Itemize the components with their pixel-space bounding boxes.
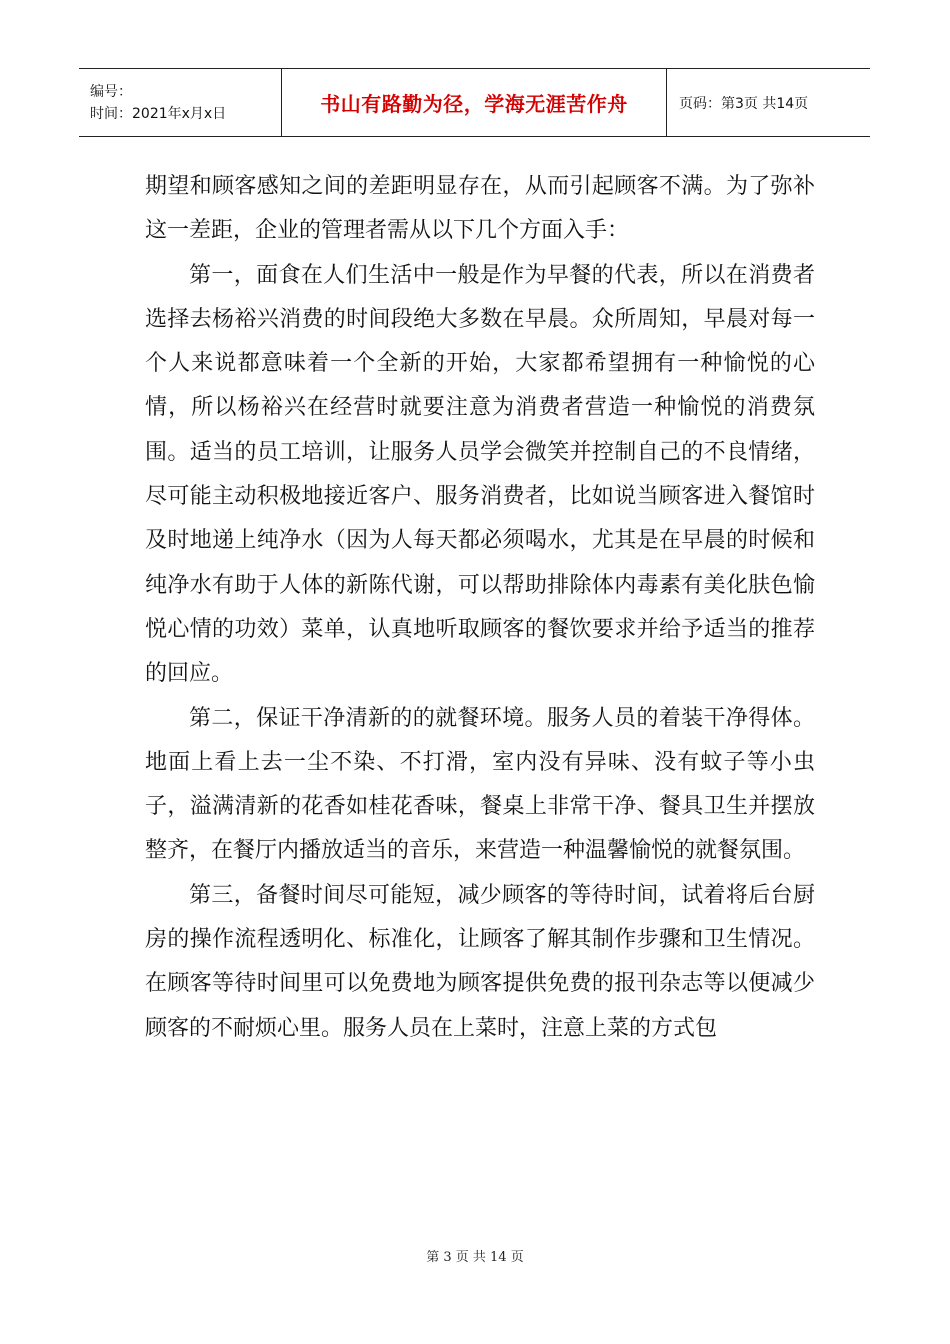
header-motto: 书山有路勤为径，学海无涯苦作舟 (282, 69, 667, 136)
page-header (79, 68, 870, 137)
page-footer: 第 3 页 共 14 页 (426, 1250, 524, 1265)
time-label: 时间：2021年x月x日 (90, 105, 227, 122)
document-body (145, 165, 815, 1051)
paragraph-continued: 期望和顾客感知之间的差距明显存在，从而引起顾客不满。为了弥补这一差距，企业的管理者需从以下几个方面入手： (145, 174, 815, 244)
paragraph-second-point: 第二，保证干净清新的的就餐环境。服务人员的着装干净得体。地面上看上去一尘不染、不打滑，室内没有异味、没有蚊子等小虫子，溢满清新的花香如桂花香味，餐桌上非常干净、餐具卫生并摆放整齐，在餐厅内播放适当的音乐，来营造一种温馨愉悦的就餐氛围。 (145, 705, 815, 864)
paragraph-third-point: 第三，备餐时间尽可能短，减少顾客的等待时间，试着将后台厨房的操作流程透明化、标准化，让顾客了解其制作步骤和卫生情况。在顾客等待时间里可以免费地为顾客提供免费的报刊杂志等以便减少顾客的不耐烦心里。服务人员在上菜时，注意上菜的方式包 (145, 882, 815, 1041)
header-meta (79, 69, 282, 136)
paragraph-first-point: 第一，面食在人们生活中一般是作为早餐的代表，所以在消费者选择去杨裕兴消费的时间段绝大多数在早晨。众所周知，早晨对每一个人来说都意味着一个全新的开始，大家都希望拥有一种愉悦的心情，所以杨裕兴在经营时就要注意为消费者营造一种愉悦的消费氛围。适当的员工培训，让服务人员学会微笑并控制自己的不良情绪，尽可能主动积极地接近客户、服务消费者，比如说当顾客进入餐馆时及时地递上纯净水（因为人每天都必须喝水，尤其是在早晨的时候和纯净水有助于人体的新陈代谢，可以帮助排除体内毒素有美化肤色愉悦心情的功效）菜单，认真地听取顾客的餐饮要求并给予适当的推荐的回应。 (145, 262, 815, 687)
header-page-info: 页码：第3页 共14页 (679, 95, 809, 112)
serial-label: 编号： (90, 83, 132, 100)
